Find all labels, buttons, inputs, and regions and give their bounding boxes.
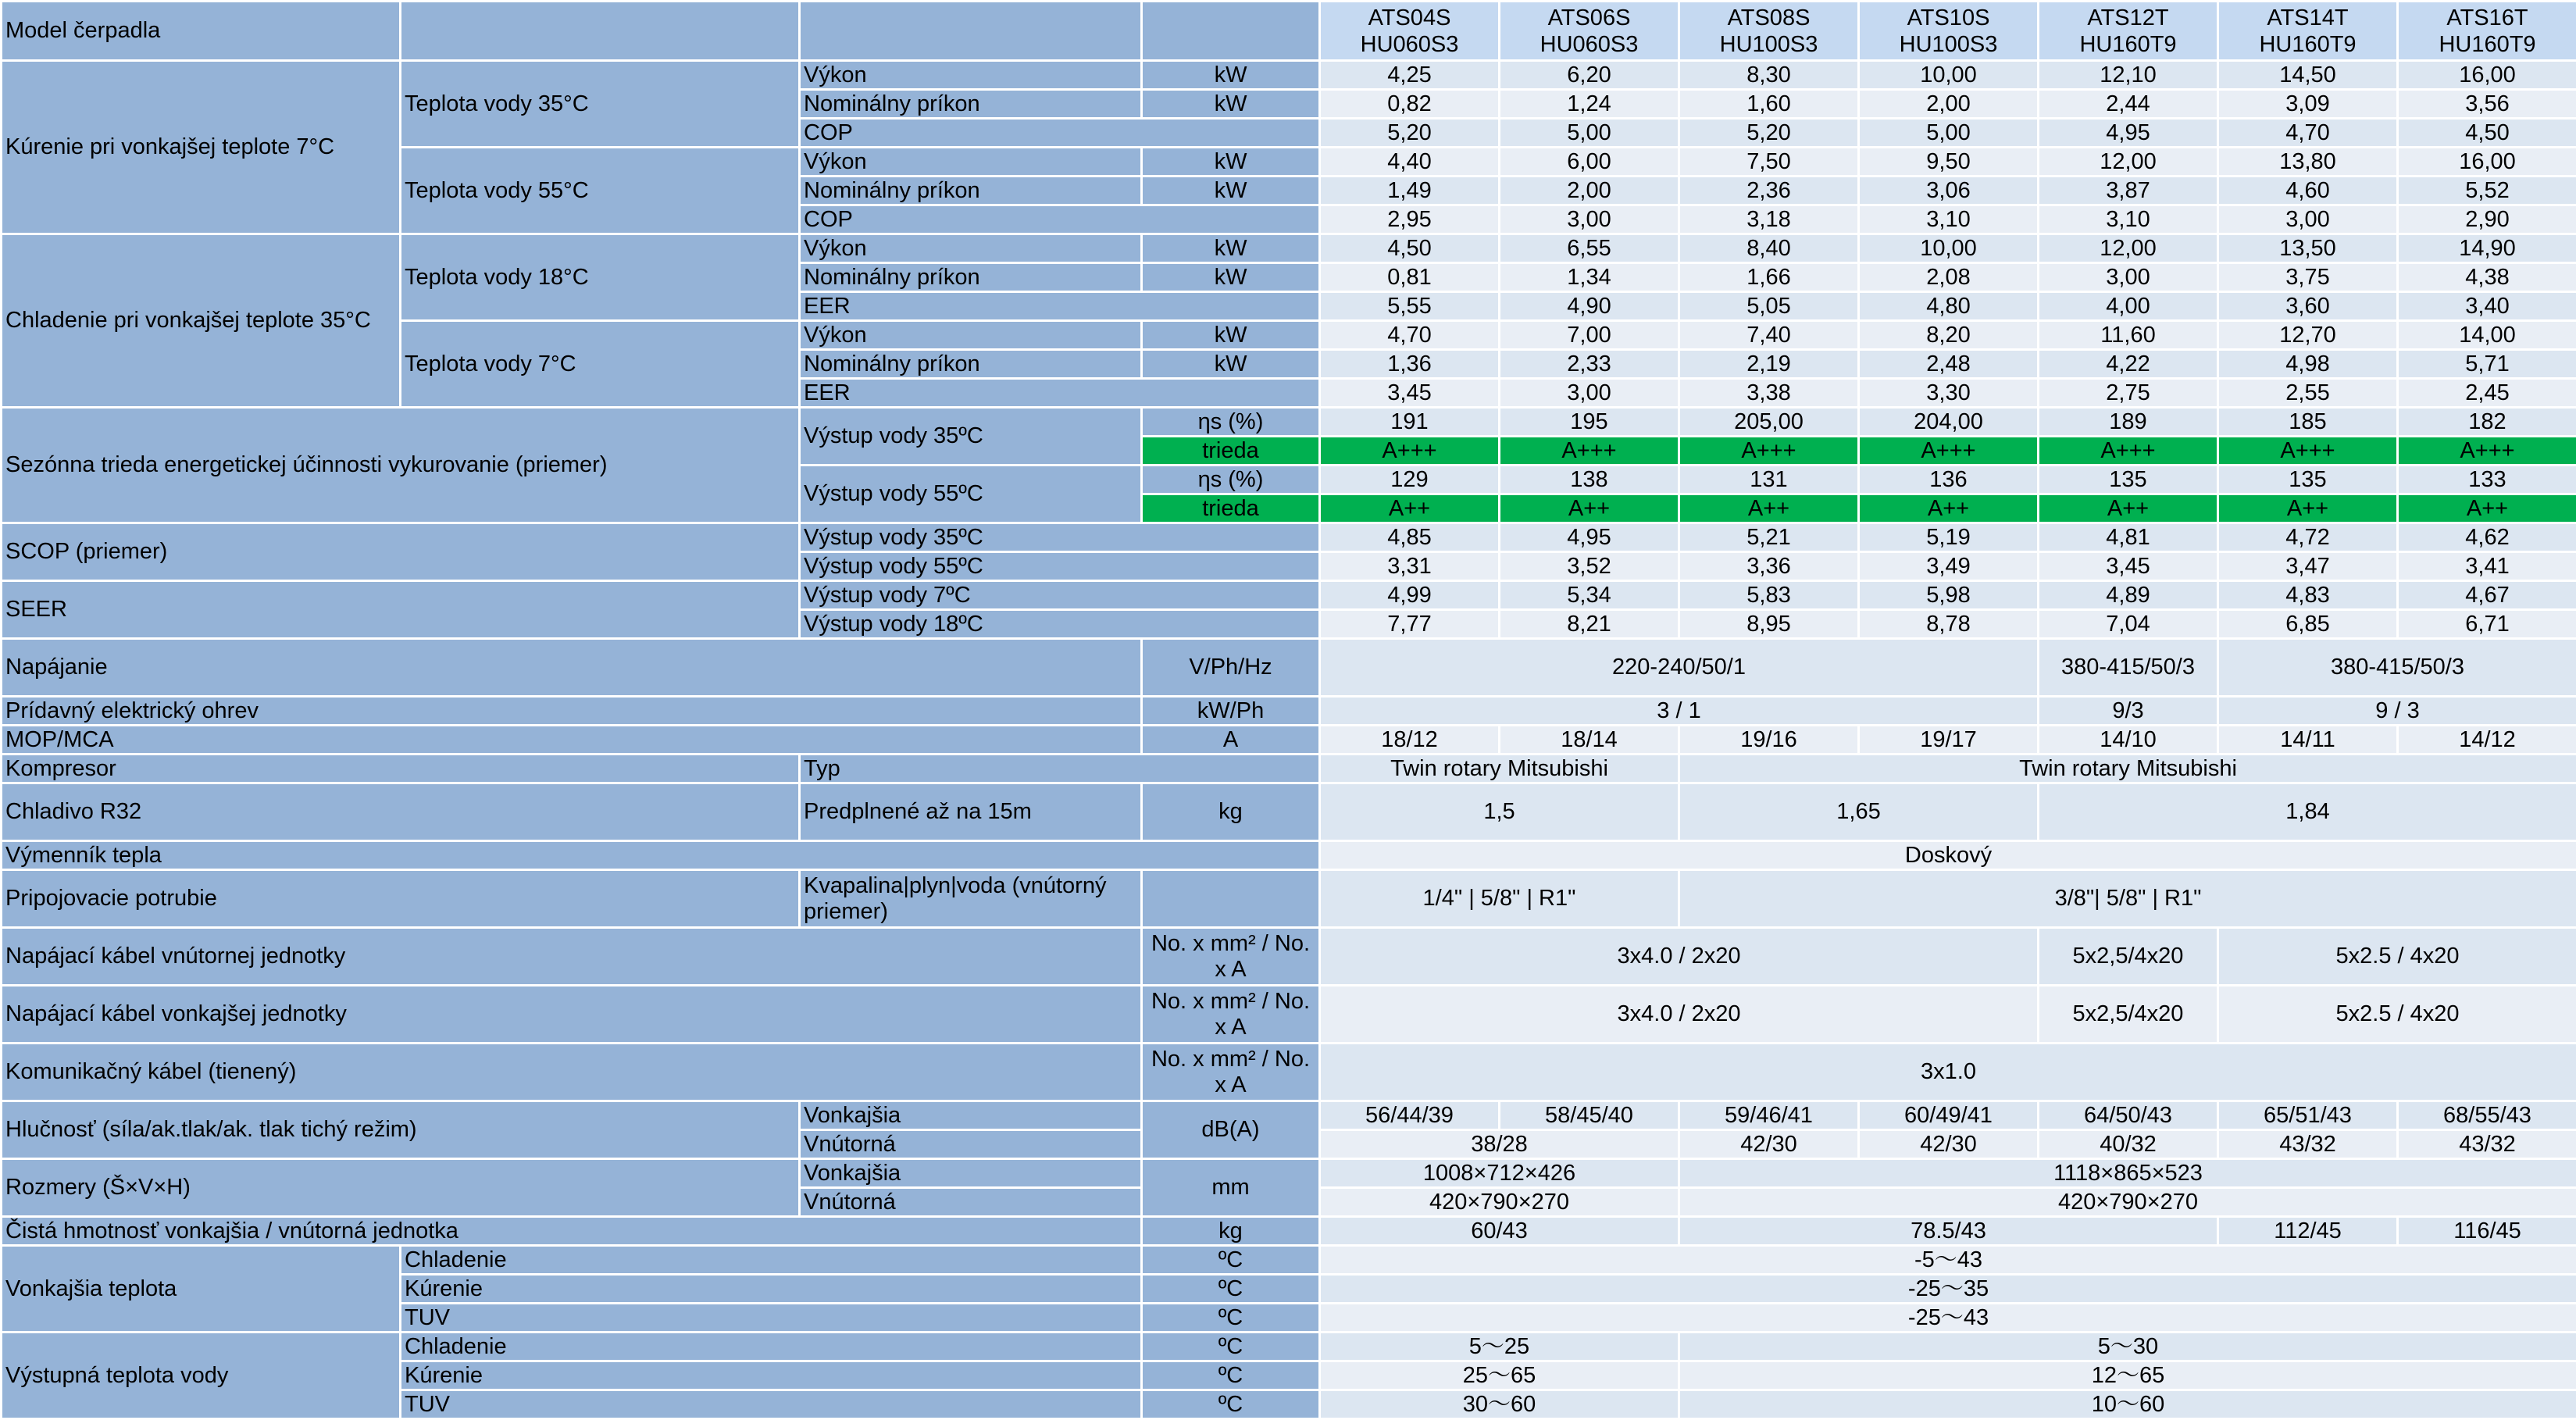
seasonal-label: Sezónna trieda energetickej účinnosti vykurovanie (priemer) [2,408,800,523]
value-cell: 42/30 [1859,1130,2039,1159]
value-cell: 7,04 [2039,610,2218,639]
noise-label: Hlučnosť (síla/ak.tlak/ak. tlak tichý režim) [2,1101,800,1159]
value-cell: 133 [2398,466,2576,494]
value-cell: Twin rotary Mitsubishi [1679,755,2576,783]
unit-label: No. x mm² / No. x A [1142,1044,1320,1101]
value-cell: 19/16 [1679,726,1859,755]
value-cell: 3,10 [1859,205,2039,234]
value-cell: 5x2.5 / 4x20 [2218,986,2576,1044]
exchanger-label: Výmenník tepla [2,841,1320,870]
value-cell: 0,81 [1320,263,1500,292]
row-label: Vnútorná [800,1188,1142,1217]
value-cell: 5,34 [1500,581,1679,610]
value-cell: 2,44 [2039,90,2218,119]
value-cell: 3,60 [2218,292,2398,321]
value-cell: 2,36 [1679,177,1859,205]
value-cell: 5x2,5/4x20 [2039,928,2218,986]
value-cell: 9/3 [2039,697,2218,726]
value-cell: 7,77 [1320,610,1500,639]
value-cell: 8,20 [1859,321,2039,350]
row-label: Výkon [800,234,1142,263]
unit-label: V/Ph/Hz [1142,639,1320,697]
value-cell: 1,24 [1500,90,1679,119]
unit-label: kW [1142,148,1320,177]
value-cell: 116/45 [2398,1217,2576,1246]
heating-section-label: Kúrenie pri vonkajšej teplote 7°C [2,61,401,234]
value-cell: 2,00 [1859,90,2039,119]
energy-class-badge: A++ [1500,494,1679,523]
water-out-label: Výstupná teplota vody [2,1333,401,1419]
row-label: COP [800,205,1320,234]
row-label: Výkon [800,321,1142,350]
compressor-label: Kompresor [2,755,800,783]
value-cell: 3,38 [1679,379,1859,408]
value-cell: 1008×712×426 [1320,1159,1679,1188]
unit-label: No. x mm² / No. x A [1142,928,1320,986]
eta-label: ηs (%) [1142,466,1320,494]
value-cell: 3,49 [1859,552,2039,581]
value-cell: 5,21 [1679,523,1859,552]
aux-heater-label: Prídavný elektrický ohrev [2,697,1142,726]
value-cell: 3,40 [2398,292,2576,321]
row-label: Výstup vody 7ºC [800,581,1320,610]
value-cell: 3x4.0 / 2x20 [1320,928,2039,986]
value-cell: -25～43 [1320,1304,2576,1333]
value-cell: 4,50 [2398,119,2576,148]
value-cell: 5,20 [1320,119,1500,148]
value-cell: 4,60 [2218,177,2398,205]
seasonal-output-label: Výstup vody 55ºC [800,466,1142,523]
energy-class-badge: A++ [1679,494,1859,523]
unit-label: kW [1142,321,1320,350]
value-cell: 3,75 [2218,263,2398,292]
value-cell: 2,75 [2039,379,2218,408]
row-label: EER [800,379,1320,408]
row-label: Výkon [800,148,1142,177]
model-header: ATS04S HU060S3 [1320,2,1500,61]
value-cell: 2,45 [2398,379,2576,408]
value-cell: 2,19 [1679,350,1859,379]
value-cell: 1,36 [1320,350,1500,379]
value-cell: 9 / 3 [2218,697,2576,726]
value-cell: 3,36 [1679,552,1859,581]
row-label: Vonkajšia [800,1101,1142,1130]
value-cell: 135 [2039,466,2218,494]
value-cell: 64/50/43 [2039,1101,2218,1130]
value-cell: 5x2,5/4x20 [2039,986,2218,1044]
model-header: ATS12T HU160T9 [2039,2,2218,61]
value-cell: 14/10 [2039,726,2218,755]
weight-label: Čistá hmotnosť vonkajšia / vnútorná jednotka [2,1217,1142,1246]
unit-label: ºC [1142,1361,1320,1390]
value-cell: 8,78 [1859,610,2039,639]
value-cell: -5～43 [1320,1246,2576,1275]
value-cell: Twin rotary Mitsubishi [1320,755,1679,783]
value-cell: 2,00 [1500,177,1679,205]
value-cell: 1,34 [1500,263,1679,292]
value-cell: 2,95 [1320,205,1500,234]
comm-cable-label: Komunikačný kábel (tienený) [2,1044,1142,1101]
value-cell: Doskový [1320,841,2576,870]
value-cell: 4,98 [2218,350,2398,379]
value-cell: 380-415/50/3 [2039,639,2218,697]
unit-label: kW [1142,263,1320,292]
value-cell: 3,30 [1859,379,2039,408]
outdoor-cable-label: Napájací kábel vonkajšej jednotky [2,986,1142,1044]
value-cell: 18/14 [1500,726,1679,755]
value-cell: 4,72 [2218,523,2398,552]
value-cell: 12,70 [2218,321,2398,350]
piping-label: Pripojovacie potrubie [2,870,800,928]
row-label: Typ [800,755,1320,783]
refrigerant-label: Chladivo R32 [2,783,800,841]
value-cell: 3,56 [2398,90,2576,119]
value-cell: 4,90 [1500,292,1679,321]
value-cell: 6,55 [1500,234,1679,263]
unit-label: kW [1142,234,1320,263]
row-label: Chladenie [401,1246,1142,1275]
cooling-group-label: Teplota vody 18°C [401,234,800,321]
row-label: Kvapalina|plyn|voda (vnútorný priemer) [800,870,1142,928]
value-cell: 12,10 [2039,61,2218,90]
value-cell: 5,00 [1500,119,1679,148]
value-cell: 4,22 [2039,350,2218,379]
value-cell: 68/55/43 [2398,1101,2576,1130]
value-cell: 6,00 [1500,148,1679,177]
unit-label: dB(A) [1142,1101,1320,1159]
model-header: ATS14T HU160T9 [2218,2,2398,61]
value-cell: 14,00 [2398,321,2576,350]
value-cell: 65/51/43 [2218,1101,2398,1130]
unit-label: ºC [1142,1304,1320,1333]
eta-label: ηs (%) [1142,408,1320,437]
value-cell: 0,82 [1320,90,1500,119]
value-cell: 4,38 [2398,263,2576,292]
value-cell: 60/49/41 [1859,1101,2039,1130]
value-cell: 3,87 [2039,177,2218,205]
value-cell: 3,06 [1859,177,2039,205]
value-cell: 3,00 [2218,205,2398,234]
value-cell: 4,80 [1859,292,2039,321]
energy-class-badge: A++ [2218,494,2398,523]
unit-label: ºC [1142,1246,1320,1275]
row-label: COP [800,119,1320,148]
heating-group-label: Teplota vody 55°C [401,148,800,234]
value-cell: 1,5 [1320,783,1679,841]
value-cell: 3,00 [2039,263,2218,292]
value-cell: 12,00 [2039,234,2218,263]
value-cell: 185 [2218,408,2398,437]
value-cell: 10,00 [1859,234,2039,263]
unit-label: A [1142,726,1320,755]
value-cell: 5,19 [1859,523,2039,552]
unit-label: kW/Ph [1142,697,1320,726]
value-cell: 3,52 [1500,552,1679,581]
model-header: ATS08S HU100S3 [1679,2,1859,61]
value-cell: 4,95 [2039,119,2218,148]
power-label: Napájanie [2,639,1142,697]
value-cell: 195 [1500,408,1679,437]
value-cell: 3/8"| 5/8" | R1" [1679,870,2576,928]
value-cell: 1,65 [1679,783,2039,841]
value-cell: 4,99 [1320,581,1500,610]
value-cell: 4,89 [2039,581,2218,610]
value-cell: 14/12 [2398,726,2576,755]
value-cell: 5,00 [1859,119,2039,148]
value-cell: 4,00 [2039,292,2218,321]
value-cell: 13,80 [2218,148,2398,177]
indoor-cable-label: Napájací kábel vnútornej jednotky [2,928,1142,986]
value-cell: 1/4" | 5/8" | R1" [1320,870,1679,928]
value-cell: 43/32 [2398,1130,2576,1159]
row-label: EER [800,292,1320,321]
value-cell: 2,55 [2218,379,2398,408]
value-cell: 4,25 [1320,61,1500,90]
value-cell: 129 [1320,466,1500,494]
value-cell: 112/45 [2218,1217,2398,1246]
value-cell: 4,50 [1320,234,1500,263]
value-cell: 25～65 [1320,1361,1679,1390]
value-cell: 59/46/41 [1679,1101,1859,1130]
unit-label: ºC [1142,1275,1320,1304]
value-cell: 38/28 [1320,1130,1679,1159]
row-label: TUV [401,1304,1142,1333]
ambient-label: Vonkajšia teplota [2,1246,401,1333]
value-cell: 14/11 [2218,726,2398,755]
unit-label: kg [1142,1217,1320,1246]
value-cell: 3,09 [2218,90,2398,119]
row-label: Nominálny príkon [800,263,1142,292]
value-cell: 8,40 [1679,234,1859,263]
value-cell: 19/17 [1859,726,2039,755]
value-cell: 11,60 [2039,321,2218,350]
value-cell: 138 [1500,466,1679,494]
value-cell: 220-240/50/1 [1320,639,2039,697]
value-cell: 2,33 [1500,350,1679,379]
value-cell: 56/44/39 [1320,1101,1500,1130]
value-cell: 30～60 [1320,1390,1679,1419]
value-cell: 4,70 [2218,119,2398,148]
value-cell: 3,41 [2398,552,2576,581]
value-cell: 2,08 [1859,263,2039,292]
value-cell: 5,83 [1679,581,1859,610]
value-cell: 5,52 [2398,177,2576,205]
energy-class-badge: A+++ [2398,437,2576,466]
row-label: Vonkajšia [800,1159,1142,1188]
value-cell: 16,00 [2398,61,2576,90]
value-cell: 420×790×270 [1679,1188,2576,1217]
unit-label: kW [1142,61,1320,90]
value-cell: 9,50 [1859,148,2039,177]
value-cell: 3,10 [2039,205,2218,234]
energy-class-badge: A++ [2039,494,2218,523]
value-cell: 205,00 [1679,408,1859,437]
energy-class-badge: A+++ [1859,437,2039,466]
value-cell: 3 / 1 [1320,697,2039,726]
value-cell: 14,50 [2218,61,2398,90]
unit-label: kg [1142,783,1320,841]
row-label: Kúrenie [401,1275,1142,1304]
value-cell: 3,00 [1500,205,1679,234]
value-cell: 5,20 [1679,119,1859,148]
dimensions-label: Rozmery (Š×V×H) [2,1159,800,1217]
mop-label: MOP/MCA [2,726,1142,755]
value-cell: 16,00 [2398,148,2576,177]
row-label: TUV [401,1390,1142,1419]
value-cell: 3x1.0 [1320,1044,2576,1101]
value-cell: 204,00 [1859,408,2039,437]
value-cell: 58/45/40 [1500,1101,1679,1130]
value-cell: 5～30 [1679,1333,2576,1361]
model-header: ATS16T HU160T9 [2398,2,2576,61]
value-cell: 189 [2039,408,2218,437]
row-label: Výstup vody 55ºC [800,552,1320,581]
value-cell: 3,31 [1320,552,1500,581]
unit-label: kW [1142,177,1320,205]
energy-class-badge: A+++ [2218,437,2398,466]
value-cell: 43/32 [2218,1130,2398,1159]
value-cell: 5,05 [1679,292,1859,321]
value-cell: 10,00 [1859,61,2039,90]
row-label: Nominálny príkon [800,350,1142,379]
unit-label: kW [1142,350,1320,379]
value-cell: 8,95 [1679,610,1859,639]
value-cell: 4,83 [2218,581,2398,610]
value-cell: 7,00 [1500,321,1679,350]
row-label: Výstup vody 18ºC [800,610,1320,639]
cooling-section-label: Chladenie pri vonkajšej teplote 35°C [2,234,401,408]
unit-label: ºC [1142,1333,1320,1361]
value-cell: 3,47 [2218,552,2398,581]
value-cell: 135 [2218,466,2398,494]
unit-label: kW [1142,90,1320,119]
row-label: Výkon [800,61,1142,90]
value-cell: 1118×865×523 [1679,1159,2576,1188]
value-cell: 18/12 [1320,726,1500,755]
value-cell: 5,71 [2398,350,2576,379]
value-cell: 2,90 [2398,205,2576,234]
energy-class-badge: A++ [1859,494,2039,523]
row-label: Chladenie [401,1333,1142,1361]
value-cell: 4,40 [1320,148,1500,177]
value-cell: 3,00 [1500,379,1679,408]
value-cell: 7,40 [1679,321,1859,350]
value-cell: 2,48 [1859,350,2039,379]
value-cell: 78.5/43 [1679,1217,2218,1246]
value-cell: 4,81 [2039,523,2218,552]
value-cell: -25～35 [1320,1275,2576,1304]
unit-label: mm [1142,1159,1320,1217]
value-cell: 3,45 [1320,379,1500,408]
row-label: Nominálny príkon [800,177,1142,205]
energy-class-badge: A++ [1320,494,1500,523]
value-cell: 8,30 [1679,61,1859,90]
row-label: Kúrenie [401,1361,1142,1390]
value-cell: 4,85 [1320,523,1500,552]
class-label: trieda [1142,494,1320,523]
value-cell: 40/32 [2039,1130,2218,1159]
value-cell: 1,84 [2039,783,2576,841]
value-cell: 4,62 [2398,523,2576,552]
row-label: Nominálny príkon [800,90,1142,119]
value-cell: 14,90 [2398,234,2576,263]
value-cell: 131 [1679,466,1859,494]
value-cell: 5,98 [1859,581,2039,610]
class-label: trieda [1142,437,1320,466]
heating-group-label: Teplota vody 35°C [401,61,800,148]
row-label: Predplnené až na 15m [800,783,1142,841]
value-cell: 420×790×270 [1320,1188,1679,1217]
value-cell: 12,00 [2039,148,2218,177]
unit-label: No. x mm² / No. x A [1142,986,1320,1044]
unit-label: ºC [1142,1390,1320,1419]
value-cell: 12～65 [1679,1361,2576,1390]
value-cell: 1,60 [1679,90,1859,119]
value-cell: 380-415/50/3 [2218,639,2576,697]
energy-class-badge: A+++ [1320,437,1500,466]
value-cell: 42/30 [1679,1130,1859,1159]
value-cell: 3,18 [1679,205,1859,234]
seasonal-output-label: Výstup vody 35ºC [800,408,1142,466]
model-header: ATS10S HU100S3 [1859,2,2039,61]
model-label: Model čerpadla [2,2,401,61]
value-cell: 4,67 [2398,581,2576,610]
value-cell: 13,50 [2218,234,2398,263]
scop-label: SCOP (priemer) [2,523,800,581]
value-cell: 5x2.5 / 4x20 [2218,928,2576,986]
value-cell: 4,95 [1500,523,1679,552]
value-cell: 4,70 [1320,321,1500,350]
value-cell: 5,55 [1320,292,1500,321]
value-cell: 6,20 [1500,61,1679,90]
value-cell: 1,49 [1320,177,1500,205]
value-cell: 6,71 [2398,610,2576,639]
row-label: Vnútorná [800,1130,1142,1159]
energy-class-badge: A+++ [1679,437,1859,466]
value-cell: 60/43 [1320,1217,1679,1246]
value-cell: 1,66 [1679,263,1859,292]
value-cell: 7,50 [1679,148,1859,177]
cooling-group-label: Teplota vody 7°C [401,321,800,408]
value-cell: 10～60 [1679,1390,2576,1419]
seer-label: SEER [2,581,800,639]
value-cell: 8,21 [1500,610,1679,639]
value-cell: 182 [2398,408,2576,437]
row-label: Výstup vody 35ºC [800,523,1320,552]
energy-class-badge: A++ [2398,494,2576,523]
value-cell: 5～25 [1320,1333,1679,1361]
value-cell: 6,85 [2218,610,2398,639]
value-cell: 3x4.0 / 2x20 [1320,986,2039,1044]
value-cell: 191 [1320,408,1500,437]
energy-class-badge: A+++ [2039,437,2218,466]
value-cell: 3,45 [2039,552,2218,581]
energy-class-badge: A+++ [1500,437,1679,466]
model-header: ATS06S HU060S3 [1500,2,1679,61]
value-cell: 136 [1859,466,2039,494]
